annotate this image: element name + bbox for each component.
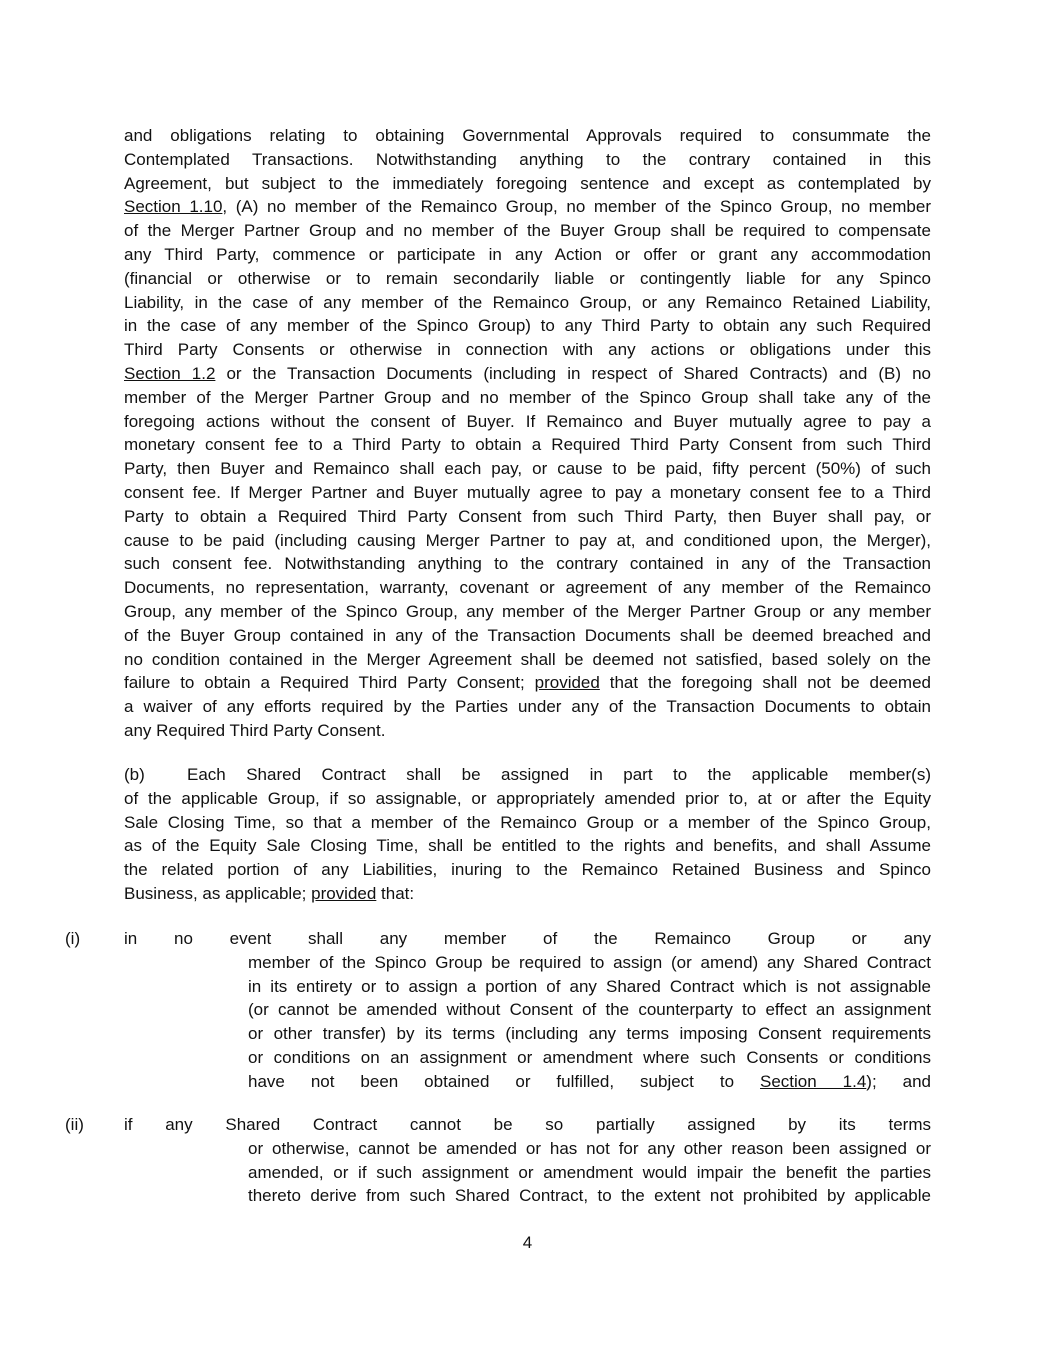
paragraph-a-continuation [124,124,931,743]
text-segment: as of the Equity Sale Closing Time, shall be entitled to the rights and benefits, and shall Assume [124,836,931,856]
paragraph-b [124,763,931,906]
text-segment: any Required Third Party Consent. [124,720,386,740]
text-segment: (or cannot be amended without Consent of the counterparty to effect an assignment [248,1000,931,1020]
text-line [248,1070,931,1094]
text-segment: ); and [866,1071,932,1091]
text-line [248,975,931,999]
text-line [124,811,931,835]
text-segment: the related portion of any Liabilities, inuring to the Remainco Retained Business and Spinco [124,860,931,880]
text-segment: in its entirety or to assign a portion of any Shared Contract which is not assignable [248,976,931,996]
subparagraph-ii [65,1113,931,1208]
text-line [124,624,931,648]
text-line [124,314,931,338]
text-segment: Third Party Consents or otherwise in connection with any actions or obligations under this [124,340,931,360]
text-line [248,1161,931,1185]
text-line [124,433,931,457]
text-line-body [187,763,931,787]
text-line [124,362,931,386]
text-segment: of the Buyer Group contained in any of the Transaction Documents shall be deemed breached and [124,625,931,645]
text-line [124,552,931,576]
subparagraph-i [65,927,932,1094]
text-line [248,1046,931,1070]
text-line [124,505,931,529]
text-line [124,671,931,695]
text-line-body [124,927,931,951]
page-number: 4 [522,1233,533,1252]
text-line [124,219,931,243]
list-marker: (ii) [65,1115,84,1134]
text-line [124,124,931,148]
text-line-body [124,1113,931,1137]
text-segment: Party, then Buyer and Remainco shall each pay, or cause to be paid, fifty percent (50%) of such [124,459,931,479]
text-segment: that the foregoing shall not be deemed [599,673,931,693]
text-line [124,410,931,434]
text-line [248,951,931,975]
text-segment: foregoing actions without the consent of Buyer. If Remainco and Buyer mutually agree to pay a [124,411,931,431]
text-segment: Group, any member of the Spinco Group, any member of the Merger Partner Group or any member [124,601,931,621]
text-line [248,1184,931,1208]
text-line [124,787,931,811]
text-segment: consent fee. If Merger Partner and Buyer mutually agree to pay a monetary consent fee to a Third [124,482,931,502]
text-segment: or other transfer) by its terms (including any terms imposing Consent requirements [248,1024,931,1044]
text-line [124,457,931,481]
cross-reference: Section 1.2 [124,363,216,383]
text-line [124,243,931,267]
text-line [124,386,931,410]
text-segment: in no event shall any member of the Remainco Group or any [124,929,931,948]
text-line [124,338,931,362]
text-segment: no condition contained in the Merger Agreement shall be deemed not satisfied, based solely on the [124,649,931,669]
text-line [248,1137,931,1161]
text-line [124,148,931,172]
text-segment: that: [376,883,415,903]
text-segment: Agreement, but subject to the immediately foregoing sentence and except as contemplated by [124,173,931,193]
text-line [124,576,931,600]
text-line [124,882,931,906]
text-segment: such consent fee. Notwithstanding anything to the contrary contained in any of the Transaction [124,554,931,574]
text-line [124,481,931,505]
text-line [0,927,931,951]
text-segment: failure to obtain a Required Third Party Consent; [124,673,535,693]
text-segment: , (A) no member of the Remainco Group, no member of the Spinco Group, no member [222,197,932,217]
text-segment: or the Transaction Documents (including in respect of Shared Contracts) and (B) no [215,363,931,383]
text-segment: Party to obtain a Required Third Party Consent from such Third Party, then Buyer shall pay, or [124,506,931,526]
text-line [124,529,931,553]
text-segment: monetary consent fee to a Third Party to obtain a Required Third Party Consent from such Third [124,435,931,455]
list-marker: (i) [65,929,81,948]
text-segment: Sale Closing Time, so that a member of the Remainco Group or a member of the Spinco Group, [124,812,931,832]
text-segment: or otherwise, cannot be amended or has not for any other reason been assigned or [248,1138,931,1158]
text-segment: cause to be paid (including causing Merger Partner to pay at, and conditioned upon, the Merger), [124,530,931,550]
text-line [0,1113,931,1137]
text-segment: have not been obtained or fulfilled, subject to [248,1071,760,1091]
text-segment: (financial or otherwise or to remain secondarily liable or contingently liable for any Spinco [124,268,931,288]
cross-reference: Section 1.4 [760,1071,867,1091]
text-line [124,695,931,719]
text-line [124,267,931,291]
text-segment: a waiver of any efforts required by the Parties under any of the Transaction Documents to obtain [124,697,931,717]
text-segment: in the case of any member of the Spinco Group) to any Third Party to obtain any such Required [124,316,931,336]
text-segment: Each Shared Contract shall be assigned in part to the applicable member(s) [187,765,931,784]
text-segment: of the applicable Group, if so assignable, or appropriately amended prior to, at or after the Equity [124,788,931,808]
text-segment: of the Merger Partner Group and no member of the Buyer Group shall be required to compensate [124,221,931,241]
text-segment: if any Shared Contract cannot be so partially assigned by its terms [124,1115,931,1134]
text-line [124,195,931,219]
text-segment: member of the Spinco Group be required to assign (or amend) any Shared Contract [248,952,931,972]
text-line [124,834,931,858]
text-segment: Business, as applicable; [124,883,312,903]
cross-reference: provided [534,673,600,693]
list-marker: (b) [124,765,145,784]
text-line [0,763,931,787]
text-line [124,291,931,315]
text-line [248,998,931,1022]
text-segment: Liability, in the case of any member of the Remainco Group, or any Remainco Retained Liability, [124,292,931,312]
text-segment: Documents, no representation, warranty, covenant or agreement of any member of the Remainco [124,578,931,598]
text-line [248,1022,931,1046]
text-segment: thereto derive from such Shared Contract, to the extent not prohibited by applicable [248,1186,931,1206]
text-segment: or conditions on an assignment or amendment where such Consents or conditions [248,1047,931,1067]
text-line [124,600,931,624]
cross-reference: Section 1.10 [124,197,223,217]
cross-reference: provided [311,883,377,903]
text-segment: and obligations relating to obtaining Governmental Approvals required to consummate the [124,126,931,145]
text-segment: member of the Merger Partner Group and no member of the Spinco Group shall take any of the [124,387,931,407]
text-line [124,858,931,882]
text-line [124,648,931,672]
text-segment: amended, or if such assignment or amendment would impair the benefit the parties [248,1162,931,1182]
text-segment: Contemplated Transactions. Notwithstanding anything to the contrary contained in this [124,149,931,169]
text-line [124,172,931,196]
text-line [124,719,931,743]
text-segment: any Third Party, commence or participate in any Action or offer or grant any accommodation [124,244,931,264]
